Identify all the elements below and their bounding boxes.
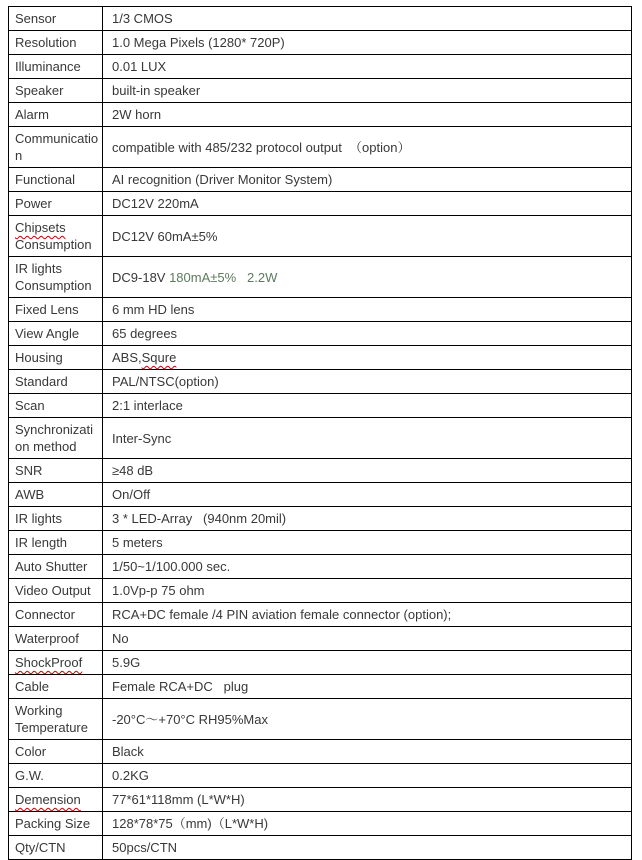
spec-value-cell	[103, 168, 632, 192]
spec-label-cell	[9, 740, 103, 764]
spec-value-cell-text: Female RCA+DC plug	[112, 679, 249, 694]
table-row	[9, 675, 632, 699]
spec-label-cell-text: G.W.	[15, 768, 44, 783]
table-row	[9, 31, 632, 55]
spec-label-cell	[9, 627, 103, 651]
spec-label-cell	[9, 168, 103, 192]
spec-label-cell-text-misspelled: Demension	[15, 792, 81, 807]
document-page	[0, 6, 642, 855]
spec-label-cell	[9, 127, 103, 168]
table-row	[9, 103, 632, 127]
spec-value-cell-text: compatible with 485/232 protocol output （option）	[112, 139, 411, 155]
spec-value-cell	[103, 216, 632, 257]
spec-label-cell	[9, 651, 103, 675]
spec-label-cell-text: Packing Size	[15, 816, 91, 831]
spec-label-cell	[9, 322, 103, 346]
table-row	[9, 788, 632, 812]
spec-value-cell	[103, 627, 632, 651]
spec-label-cell-text: Synchronization method	[15, 422, 94, 454]
spec-label-cell-text: Standard	[15, 374, 68, 389]
spec-value-cell-text: 6 mm HD lens	[112, 302, 195, 317]
spec-label-cell	[9, 192, 103, 216]
spec-label-cell	[9, 788, 103, 812]
spec-value-cell-text: ≥48 dB	[112, 463, 154, 478]
spec-value-cell-text: 1/50~1/100.000 sec.	[112, 559, 231, 574]
spec-value-cell-text: 0.01 LUX	[112, 59, 167, 74]
spec-value-cell	[103, 531, 632, 555]
spec-value-cell	[103, 507, 632, 531]
table-row	[9, 507, 632, 531]
spec-value-cell-text: -20°C～+70°C RH95%Max	[112, 711, 268, 727]
spec-value-cell	[103, 699, 632, 740]
spec-value-cell-text: 0.2KG	[112, 768, 149, 783]
spec-label-cell	[9, 370, 103, 394]
table-row	[9, 7, 632, 31]
spec-label-cell-text: IR length	[15, 535, 68, 550]
spec-label-cell	[9, 257, 103, 298]
spec-value-cell-text: 5.9G	[112, 655, 141, 670]
spec-label-cell-text-misspelled: Chipsets	[15, 220, 66, 235]
spec-value-cell	[103, 579, 632, 603]
spec-label-cell-text: Working Temperature	[15, 703, 88, 735]
table-row	[9, 555, 632, 579]
spec-value-cell-text: Black	[112, 744, 144, 759]
table-row	[9, 764, 632, 788]
spec-label-cell-text: Auto Shutter	[15, 559, 88, 574]
table-row	[9, 651, 632, 675]
spec-table-body	[9, 7, 632, 860]
spec-value-cell-text: RCA+DC female /4 PIN aviation female connector (option);	[112, 607, 452, 622]
spec-label-cell-text: Functional	[15, 172, 75, 187]
spec-value-cell	[103, 257, 632, 298]
spec-label-cell-text: Color	[15, 744, 47, 759]
spec-value-cell	[103, 836, 632, 860]
spec-value-cell-text: DC9-18V	[112, 269, 170, 285]
table-row	[9, 483, 632, 507]
spec-value-cell-text-misspelled: Squre	[141, 350, 177, 365]
spec-label-cell	[9, 103, 103, 127]
spec-value-cell-text: 1.0 Mega Pixels (1280* 720P)	[112, 35, 285, 50]
spec-label-cell-text: IR lights	[15, 511, 62, 526]
spec-value-cell-text: 50pcs/CTN	[112, 840, 178, 855]
spec-label-cell-text: Sensor	[15, 11, 57, 26]
table-row	[9, 322, 632, 346]
table-row	[9, 257, 632, 298]
spec-value-cell-text: 5 meters	[112, 535, 163, 550]
spec-label-cell-text: Resolution	[15, 35, 77, 50]
table-row	[9, 459, 632, 483]
spec-label-cell	[9, 812, 103, 836]
spec-value-cell-text: Inter-Sync	[112, 430, 172, 446]
spec-label-cell-text-misspelled: ShockProof	[15, 655, 83, 670]
spec-value-cell-text: DC12V 60mA±5%	[112, 228, 218, 244]
table-row	[9, 346, 632, 370]
spec-value-cell	[103, 459, 632, 483]
spec-label-cell	[9, 31, 103, 55]
spec-value-cell	[103, 418, 632, 459]
spec-value-cell-text: AI recognition (Driver Monitor System)	[112, 172, 333, 187]
table-row	[9, 79, 632, 103]
spec-value-cell	[103, 394, 632, 418]
spec-label-cell	[9, 699, 103, 740]
spec-label-cell-text: Housing	[15, 350, 63, 365]
spec-label-cell	[9, 459, 103, 483]
table-row	[9, 298, 632, 322]
spec-label-cell-text: SNR	[15, 463, 43, 478]
spec-label-cell-text: Video Output	[15, 583, 91, 598]
spec-value-cell	[103, 788, 632, 812]
spec-label-cell	[9, 555, 103, 579]
spec-value-cell	[103, 764, 632, 788]
spec-value-cell-text: 3 * LED-Array (940nm 20mil)	[112, 511, 287, 526]
spec-value-cell	[103, 55, 632, 79]
table-row	[9, 627, 632, 651]
table-row	[9, 812, 632, 836]
table-row	[9, 603, 632, 627]
spec-value-cell-text: DC12V 220mA	[112, 196, 199, 211]
table-row	[9, 216, 632, 257]
spec-label-cell	[9, 394, 103, 418]
spec-label-cell	[9, 216, 103, 257]
table-row	[9, 168, 632, 192]
spec-label-cell-text: Connector	[15, 607, 75, 622]
table-row	[9, 370, 632, 394]
table-row	[9, 531, 632, 555]
spec-value-cell	[103, 79, 632, 103]
spec-label-cell-text: AWB	[15, 487, 45, 502]
spec-value-cell	[103, 812, 632, 836]
spec-label-cell	[9, 764, 103, 788]
spec-label-cell-text: Waterproof	[15, 631, 79, 646]
spec-value-cell	[103, 555, 632, 579]
spec-value-cell	[103, 7, 632, 31]
spec-value-cell-text: 128*78*75（mm)（L*W*H)	[112, 816, 269, 831]
spec-value-cell-text: 1.0Vp-p 75 ohm	[112, 583, 205, 598]
spec-value-cell-text: On/Off	[112, 487, 151, 502]
spec-label-cell	[9, 298, 103, 322]
table-row	[9, 699, 632, 740]
spec-value-cell	[103, 103, 632, 127]
table-row	[9, 394, 632, 418]
spec-label-cell	[9, 603, 103, 627]
spec-label-cell	[9, 507, 103, 531]
table-row	[9, 192, 632, 216]
spec-value-cell-text: 2:1 interlace	[112, 398, 183, 413]
spec-value-cell-text: 2W horn	[112, 107, 162, 122]
table-row	[9, 740, 632, 764]
spec-label-cell	[9, 531, 103, 555]
spec-value-cell-text: ABS,	[112, 350, 142, 365]
spec-value-cell	[103, 370, 632, 394]
spec-label-cell-text: Scan	[15, 398, 45, 413]
spec-label-cell-text: Power	[15, 196, 52, 211]
spec-value-cell-text: No	[112, 631, 129, 646]
spec-label-cell	[9, 55, 103, 79]
table-row	[9, 127, 632, 168]
spec-label-cell-text: Communication	[15, 131, 99, 163]
spec-value-cell	[103, 603, 632, 627]
spec-value-cell-text: PAL/NTSC(option)	[112, 374, 219, 389]
spec-value-cell	[103, 192, 632, 216]
spec-label-cell-text: Cable	[15, 679, 49, 694]
spec-label-cell	[9, 483, 103, 507]
spec-value-cell	[103, 31, 632, 55]
table-row	[9, 579, 632, 603]
spec-value-cell	[103, 298, 632, 322]
spec-label-cell-text: Fixed Lens	[15, 302, 79, 317]
spec-label-cell	[9, 418, 103, 459]
spec-label-cell-text: IR lights Consumption	[15, 261, 92, 293]
spec-label-cell-text: Illuminance	[15, 59, 81, 74]
spec-value-cell	[103, 127, 632, 168]
spec-label-cell	[9, 836, 103, 860]
specification-table	[8, 6, 632, 860]
spec-value-cell	[103, 740, 632, 764]
spec-label-cell-text: View Angle	[15, 326, 80, 341]
table-row	[9, 836, 632, 860]
spec-value-cell-text: built-in speaker	[112, 83, 201, 98]
spec-value-cell	[103, 651, 632, 675]
spec-value-cell-text: 1/3 CMOS	[112, 11, 173, 26]
spec-value-cell-text: 180mA±5% 2.2W	[169, 269, 278, 285]
spec-value-cell-text: 77*61*118mm (L*W*H)	[112, 792, 245, 807]
spec-label-cell	[9, 346, 103, 370]
spec-value-cell	[103, 322, 632, 346]
spec-label-cell-text: Speaker	[15, 83, 64, 98]
spec-value-cell-text: 65 degrees	[112, 326, 178, 341]
table-row	[9, 55, 632, 79]
spec-label-cell-text: Qty/CTN	[15, 840, 66, 855]
spec-label-cell	[9, 675, 103, 699]
spec-value-cell	[103, 675, 632, 699]
spec-label-cell	[9, 579, 103, 603]
spec-value-cell	[103, 483, 632, 507]
table-row	[9, 418, 632, 459]
spec-label-cell	[9, 79, 103, 103]
spec-label-cell-text: Alarm	[15, 107, 49, 122]
spec-value-cell	[103, 346, 632, 370]
spec-label-cell	[9, 7, 103, 31]
spec-label-cell-text: Consumption	[15, 237, 92, 252]
